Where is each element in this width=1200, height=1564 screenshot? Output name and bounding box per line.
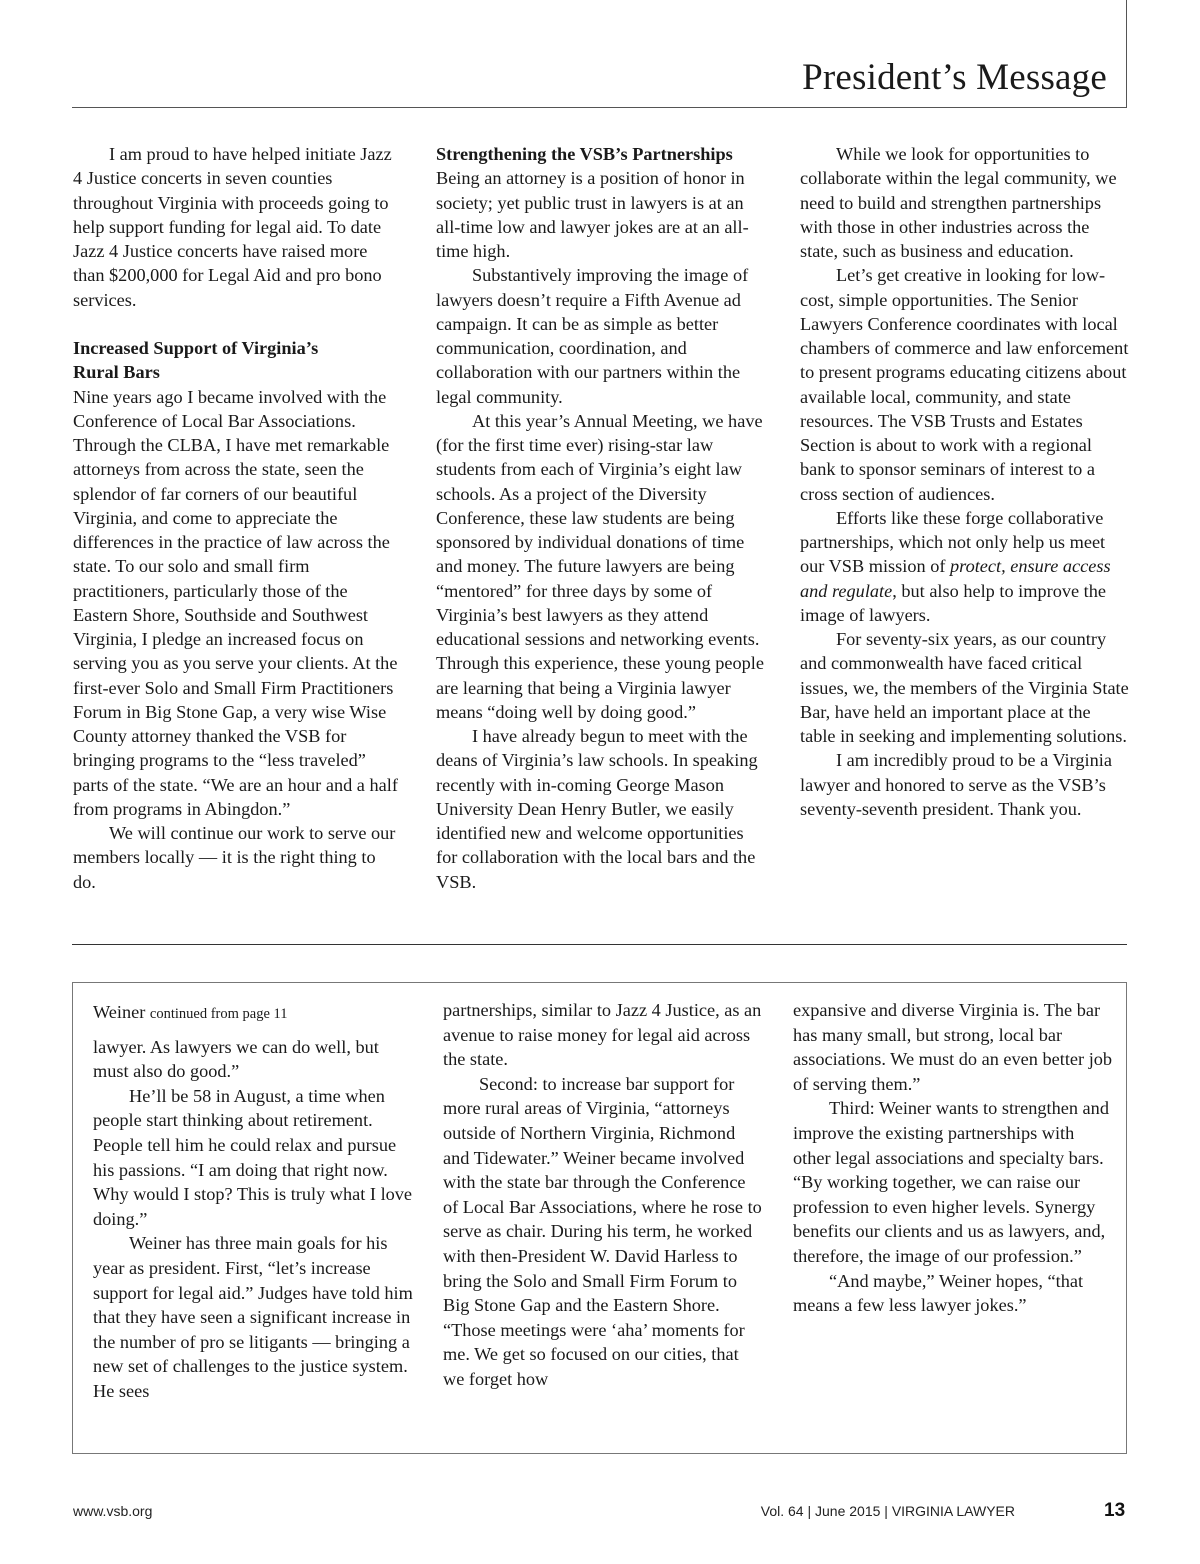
section-divider <box>72 944 1127 945</box>
header-rule <box>72 107 1127 108</box>
paragraph <box>800 506 1130 627</box>
paragraph: He’ll be 58 in August, a time when people start thinking about retirement. People tell him he could relax and pursue his passions. “I am doing that right now. Why would I stop? This is truly what I love doing.” <box>93 1085 413 1229</box>
paragraph: Being an attorney is a position of honor in society; yet public trust in lawyers is at an all-time low and lawyer jokes are at an all-time high. <box>436 168 749 261</box>
paragraph: Third: Weiner wants to strengthen and improve the existing partnerships with other legal associations and specialty bars. “By working together, we can raise our profession to even higher levels. Synergy benefits our clients and us as lawyers, and, therefore, the image of our profession.” <box>793 1098 1109 1266</box>
text-run: , but also help to improve the image of lawyers. <box>800 580 1107 625</box>
paragraph: “And maybe,” Weiner hopes, “that means a few less lawyer jokes.” <box>793 1270 1084 1316</box>
sidebar-column-3 <box>793 998 1113 1318</box>
spacer <box>73 312 403 336</box>
continued-name: Weiner <box>93 1002 146 1022</box>
footer-website: www.vsb.org <box>73 1503 153 1519</box>
paragraph: partnerships, similar to Jazz 4 Justice, as an avenue to raise money for legal aid across the state. <box>443 1000 762 1070</box>
paragraph: At this year’s Annual Meeting, we have (for the first time ever) rising-star law students from each of Virginia’s eight law schools. As a project of the Diversity Conference, these law students are being sponsored by individual donations of time and money. The future lawyers are being “mentored” for three days by some of Virginia’s best lawyers as they attend educational sessions and networking events. Through this experience, these young people are learning that being a Virginia lawyer means “doing well by doing good.” <box>436 410 764 722</box>
paragraph: I have already begun to meet with the deans of Virginia’s law schools. In speaking recently with in-coming George Mason University Dean Henry Butler, we easily identified new and welcome opportunities for collaboration with the local bars and the VSB. <box>436 726 758 892</box>
paragraph: Substantively improving the image of lawyers doesn’t require a Fifth Avenue ad campaign. It can be as simple as better communication, coordination, and collaboration with our partners within the legal community. <box>436 265 749 407</box>
page-number: 13 <box>1104 1500 1126 1521</box>
section-title: President’s Message <box>802 57 1107 98</box>
subheading: Strengthening the VSB’s Partnerships <box>436 144 733 164</box>
paragraph: We will continue our work to serve our members locally — it is the right thing to do. <box>73 823 396 892</box>
paragraph: I am proud to have helped initiate Jazz 4 Justice concerts in seven counties throughout Virginia with proceeds going to help support funding for legal aid. To date Jazz 4 Justice concerts have raised more than $200,000 for Legal Aid and pro bono services. <box>73 144 392 310</box>
paragraph: expansive and diverse Virginia is. The bar has many small, but strong, local bar associations. We must do an even better job of serving them.” <box>793 1000 1113 1094</box>
article-column-3 <box>800 142 1130 821</box>
continued-note: continued from page 11 <box>149 1006 288 1022</box>
paragraph: Let’s get creative in looking for low-cost, simple opportunities. The Senior Lawyers Conference coordinates with local chambers of commerce and law enforcement to present programs educating citizens about available local, community, and state resources. The VSB Trusts and Estates Section is about to work with a regional bank to sponsor seminars of interest to a cross section of audiences. <box>800 265 1129 504</box>
sidebar-column-2 <box>443 998 763 1392</box>
footer-issue: Vol. 64 | June 2015 | VIRGINIA LAWYER <box>760 1503 1015 1519</box>
text-run: Efforts like these forge collaborative partnerships, which not only help us meet our VSB mission of <box>800 507 1106 577</box>
continued-from-line <box>93 1000 413 1027</box>
sidebar-column-1 <box>93 1000 413 1404</box>
paragraph: For seventy-six years, as our country and commonwealth have faced critical issues, we, the members of the Virginia State Bar, have held an important place at the table in seeking and implementing solutions. <box>800 629 1129 746</box>
article-column-2 <box>436 142 766 894</box>
paragraph: I am incredibly proud to be a Virginia lawyer and honored to serve as the VSB’s seventy-seventh president. Thank you. <box>800 750 1112 819</box>
header-vertical-rule <box>1126 0 1127 108</box>
subheading <box>73 336 403 385</box>
paragraph: Nine years ago I became involved with the Conference of Local Bar Associations. Through the CLBA, I have met remarkable attorneys from across the state, seen the splendor of far corners of our beautiful Virginia, and come to appreciate the differences in the practice of law across the state. To our solo and small firm practitioners, particularly those of the Eastern Shore, Southside and Southwest Virginia, I pledge an increased focus on serving you as you serve your clients. At the first-ever Solo and Small Firm Practitioners Forum in Big Stone Gap, a very wise Wise County attorney thanked the VSB for bringing programs to the “less traveled” parts of the state. “We are an hour and a half from programs in Abingdon.” <box>73 386 398 819</box>
mission-emphasis: protect, ensure access and regulate <box>800 556 1111 601</box>
paragraph: While we look for opportunities to collaborate within the legal community, we need to build and strengthen partnerships with those in other industries across the state, such as business and education. <box>800 144 1117 261</box>
article-column-1 <box>73 142 403 894</box>
subheading-line-1: Increased Support of Virginia’s <box>73 338 319 358</box>
subheading-line-2: Rural Bars <box>73 362 160 383</box>
paragraph: Second: to increase bar support for more rural areas of Virginia, “attorneys outside of Northern Virginia, Richmond and Tidewater.” Weiner became involved with the state bar through the Conference of Local Bar Associations, where he rose to serve as chair. During his term, he worked with then-President W. David Harless to bring the Solo and Small Firm Forum to Big Stone Gap and the Eastern Shore. “Those meetings were ‘aha’ moments for me. We get so focused on our cities, that we forget how <box>443 1073 762 1389</box>
paragraph: lawyer. As lawyers we can do well, but must also do good.” <box>93 1036 379 1082</box>
paragraph: Weiner has three main goals for his year as president. First, “let’s increase support for legal aid.” Judges have told him that they have seen a significant increase in the number of pro se litigants — bringing a new set of challenges to the justice system. He sees <box>93 1233 413 1401</box>
